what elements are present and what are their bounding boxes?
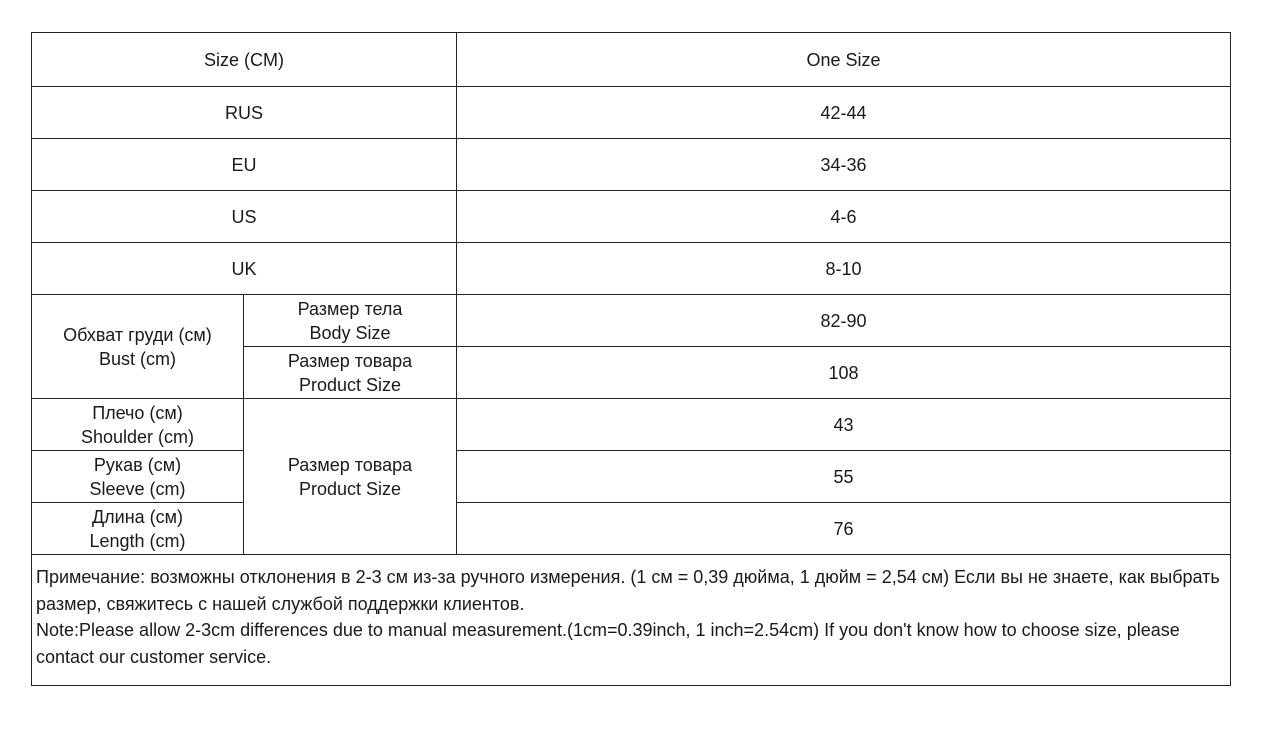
region-value: 8-10	[457, 243, 1231, 295]
table-row-shoulder	[32, 399, 1231, 451]
note-text-ru: Примечание: возможны отклонения в 2-3 см из-за ручного измерения. (1 см = 0,39 дюйма, 1 дюйм = 2,54 см) Если вы не знаете, как выбрать размер, свяжитесь с нашей службой поддержки клиентов.	[36, 567, 1220, 614]
body-size-label-ru: Размер тела	[297, 298, 403, 319]
shoulder-label-en: Shoulder (cm)	[80, 426, 195, 447]
length-label-ru: Длина (см)	[91, 506, 184, 527]
table-row-note	[32, 555, 1231, 686]
bust-label	[32, 295, 244, 399]
note-text-en: Note:Please allow 2-3cm differences due to manual measurement.(1cm=0.39inch, 1 inch=2.54cm) If you don't know how to choose size, please contact our customer service.	[36, 620, 1180, 667]
table-row-header	[32, 33, 1231, 87]
shoulder-label	[32, 399, 244, 451]
bust-body-size-value: 82-90	[457, 295, 1231, 347]
region-label: EU	[32, 139, 457, 191]
sleeve-value: 55	[457, 451, 1231, 503]
size-chart-table	[31, 32, 1231, 686]
table-row-sleeve	[32, 451, 1231, 503]
product-size-label-en: Product Size	[298, 374, 402, 395]
region-value: 4-6	[457, 191, 1231, 243]
note-cell	[32, 555, 1231, 686]
shoulder-label-ru: Плечо (см)	[92, 402, 183, 423]
bust-product-size-value: 108	[457, 347, 1231, 399]
length-label-en: Length (cm)	[89, 530, 186, 551]
measurements-product-size-label-en: Product Size	[298, 478, 402, 499]
measurements-product-size-label-ru: Размер товара	[287, 454, 413, 475]
sleeve-label-en: Sleeve (cm)	[89, 478, 186, 499]
sleeve-label-ru: Рукав (см)	[93, 454, 182, 475]
region-value: 42-44	[457, 87, 1231, 139]
table-row-rus	[32, 87, 1231, 139]
body-size-label	[244, 295, 457, 347]
table-row-length	[32, 503, 1231, 555]
region-value: 34-36	[457, 139, 1231, 191]
body-size-label-en: Body Size	[309, 322, 391, 343]
sleeve-label	[32, 451, 244, 503]
table-row-us	[32, 191, 1231, 243]
length-value: 76	[457, 503, 1231, 555]
table-row-eu	[32, 139, 1231, 191]
size-header-value: One Size	[457, 33, 1231, 87]
region-label: US	[32, 191, 457, 243]
shoulder-value: 43	[457, 399, 1231, 451]
product-size-label-ru: Размер товара	[287, 350, 413, 371]
table-row-bust-body	[32, 295, 1231, 347]
table-row-uk	[32, 243, 1231, 295]
bust-label-ru: Обхват груди (см)	[63, 324, 212, 345]
length-label	[32, 503, 244, 555]
measurements-product-size-label	[244, 399, 457, 555]
region-label: RUS	[32, 87, 457, 139]
bust-label-en: Bust (cm)	[98, 348, 176, 369]
product-size-label	[244, 347, 457, 399]
region-label: UK	[32, 243, 457, 295]
size-header-label: Size (CM)	[32, 33, 457, 87]
